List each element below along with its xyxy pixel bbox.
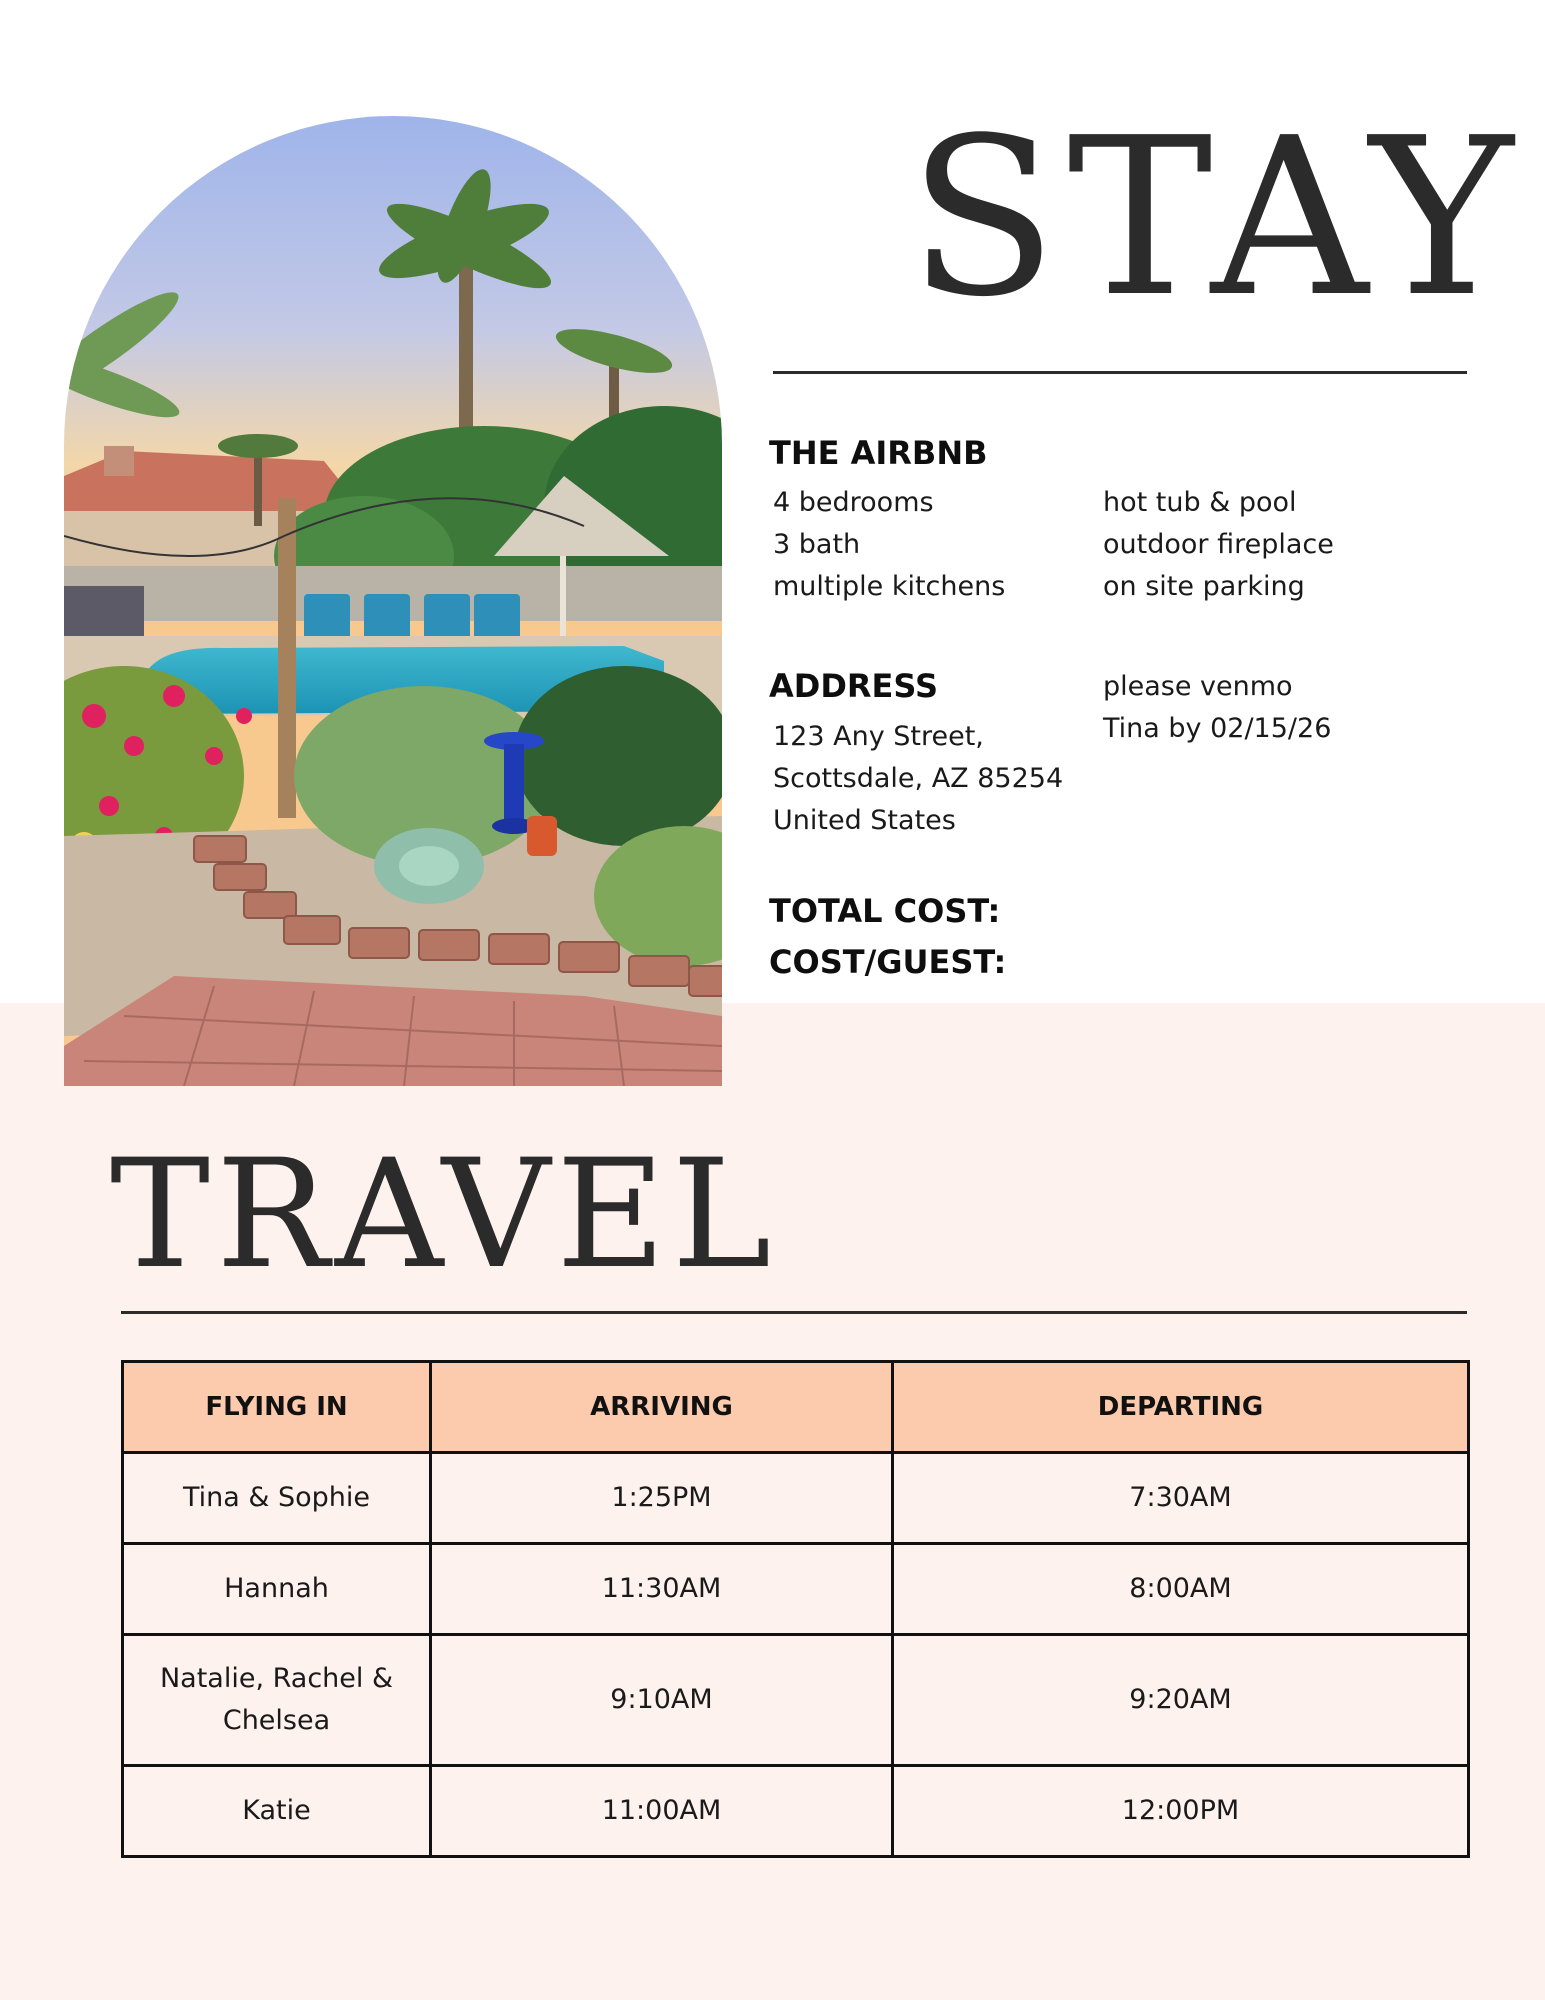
address-heading: ADDRESS xyxy=(769,667,939,705)
feature-bedrooms: 4 bedrooms xyxy=(773,487,934,518)
property-photo xyxy=(64,116,722,1086)
flying-in-cell: Hannah xyxy=(123,1544,431,1635)
airbnb-heading: THE AIRBNB xyxy=(769,434,988,472)
flying-in-cell: Natalie, Rachel & Chelsea xyxy=(123,1635,431,1766)
address-city: Scottsdale, AZ 85254 xyxy=(773,763,1064,794)
address-block xyxy=(773,716,1063,842)
departing-cell: 12:00PM xyxy=(893,1766,1469,1857)
feature-kitchens: multiple kitchens xyxy=(773,571,1006,602)
stay-title: STAY xyxy=(908,92,1524,345)
feature-parking: on site parking xyxy=(1103,571,1305,602)
airbnb-features-right xyxy=(1103,482,1334,608)
travel-title: TRAVEL xyxy=(110,1128,778,1302)
total-cost-label: TOTAL COST: xyxy=(769,892,1001,930)
flying-in-cell: Tina & Sophie xyxy=(123,1453,431,1544)
column-header-flying-in: FLYING IN xyxy=(123,1362,431,1453)
feature-hot-tub-pool: hot tub & pool xyxy=(1103,487,1297,518)
payment-note-line-1: please venmo xyxy=(1103,671,1293,702)
stay-divider xyxy=(773,371,1467,374)
arriving-cell: 11:30AM xyxy=(431,1544,893,1635)
travel-divider xyxy=(121,1311,1467,1314)
cost-per-guest-label: COST/GUEST: xyxy=(769,943,1007,981)
travel-table xyxy=(121,1360,1470,1858)
table-row xyxy=(123,1544,1469,1635)
departing-cell: 7:30AM xyxy=(893,1453,1469,1544)
departing-cell: 8:00AM xyxy=(893,1544,1469,1635)
arriving-cell: 1:25PM xyxy=(431,1453,893,1544)
flying-in-cell: Katie xyxy=(123,1766,431,1857)
address-country: United States xyxy=(773,805,956,836)
table-row xyxy=(123,1635,1469,1766)
feature-fireplace: outdoor fireplace xyxy=(1103,529,1334,560)
airbnb-features-left xyxy=(773,482,1005,608)
payment-note xyxy=(1103,666,1331,750)
payment-note-line-2: Tina by 02/15/26 xyxy=(1103,713,1332,744)
address-street: 123 Any Street, xyxy=(773,721,984,752)
arriving-cell: 11:00AM xyxy=(431,1766,893,1857)
column-header-departing: DEPARTING xyxy=(893,1362,1469,1453)
departing-cell: 9:20AM xyxy=(893,1635,1469,1766)
feature-bath: 3 bath xyxy=(773,529,861,560)
table-row xyxy=(123,1766,1469,1857)
arriving-cell: 9:10AM xyxy=(431,1635,893,1766)
column-header-arriving: ARRIVING xyxy=(431,1362,893,1453)
table-row xyxy=(123,1453,1469,1544)
table-header-row xyxy=(123,1362,1469,1453)
